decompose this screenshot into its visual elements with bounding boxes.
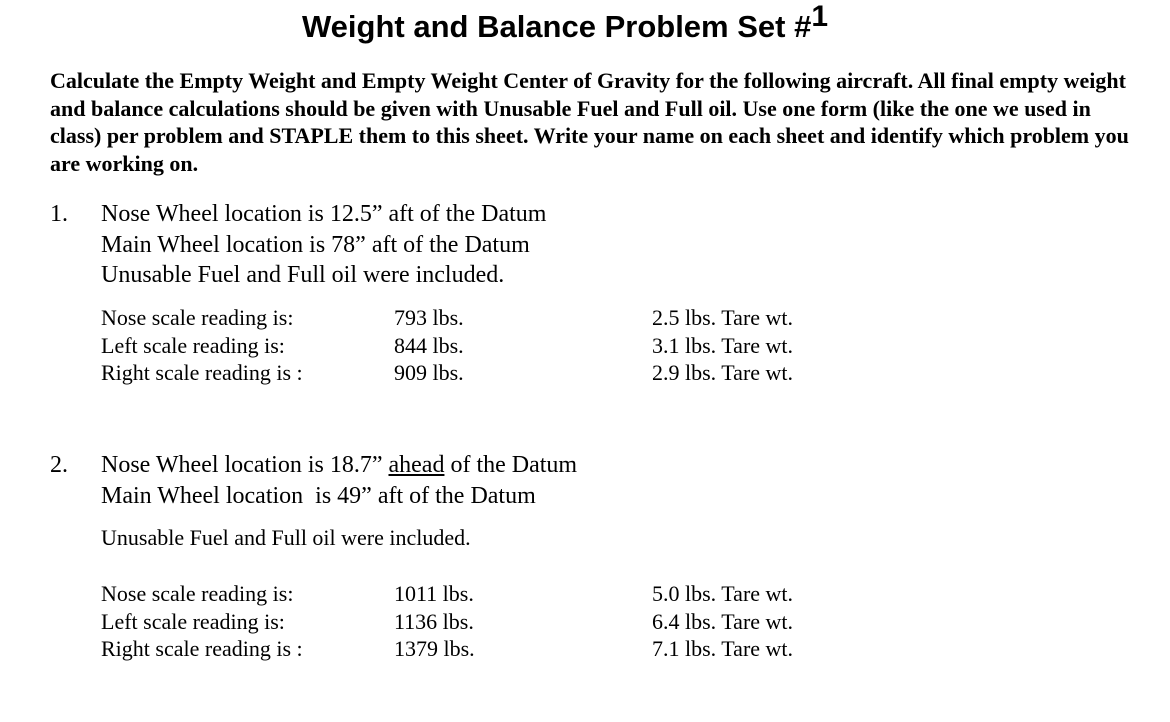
title-text: Weight and Balance Problem Set #	[301, 9, 812, 44]
problem-1-description	[101, 199, 546, 291]
reading-label: Left scale reading is:	[101, 608, 285, 634]
reading-value: 793 lbs.	[394, 305, 464, 330]
problem-2-nose-wheel-line	[101, 450, 577, 481]
reading-label: Right scale reading is :	[101, 636, 303, 662]
problem-1-reading-row-right	[101, 359, 861, 387]
problem-2-reading-row-right	[101, 635, 861, 663]
problem-2-main-wheel-line: Main Wheel location is 49” aft of the Datum	[101, 482, 536, 509]
problem-2-readings	[101, 580, 861, 663]
reading-tare: 2.5 lbs. Tare wt.	[652, 305, 794, 330]
reading-value: 1379 lbs.	[394, 636, 475, 662]
reading-label: Nose scale reading is:	[101, 305, 294, 330]
problem-1-readings	[101, 304, 861, 387]
reading-tare: 6.4 lbs. Tare wt.	[652, 608, 794, 634]
reading-label: Left scale reading is:	[101, 332, 285, 358]
reading-tare: 5.0 lbs. Tare wt.	[652, 581, 794, 606]
reading-tare: 3.1 lbs. Tare wt.	[652, 332, 794, 358]
problem-2-reading-row-left	[101, 608, 861, 636]
problem-1-number: 1.	[50, 201, 68, 227]
page-title	[0, 0, 1130, 46]
line-text: Nose Wheel location is 18.7”	[101, 452, 389, 478]
reading-label: Nose scale reading is:	[101, 581, 294, 606]
problem-1-main-wheel-line: Main Wheel location is 78” aft of the Datum	[101, 231, 530, 258]
title-superscript: 1	[811, 0, 829, 33]
problem-2-fuel-oil-line: Unusable Fuel and Full oil were included.	[101, 525, 471, 550]
problem-2-description	[101, 450, 577, 511]
problem-2-reading-row-nose	[101, 580, 861, 608]
reading-value: 1011 lbs.	[394, 581, 474, 606]
reading-tare: 2.9 lbs. Tare wt.	[652, 360, 794, 386]
reading-value: 1136 lbs.	[394, 608, 474, 634]
line-text: of the Datum	[444, 452, 578, 478]
problem-2-number: 2.	[50, 452, 68, 478]
emphasis-ahead: ahead	[388, 452, 445, 478]
instructions-paragraph: Calculate the Empty Weight and Empty Weight Center of Gravity for the following aircraft. All final empty weight and balance calculations should be given with Unusable Fuel and Full oil. Use one form (like the one we used in class) per problem and STAPLE them to this sheet. Write your name on each sheet and identify which problem you are working on.	[50, 68, 1129, 176]
reading-value: 909 lbs.	[394, 360, 464, 386]
problem-1-reading-row-left	[101, 332, 861, 360]
reading-value: 844 lbs.	[394, 332, 464, 358]
reading-label: Right scale reading is :	[101, 360, 303, 386]
problem-1-reading-row-nose	[101, 304, 861, 332]
problem-1-nose-wheel-line: Nose Wheel location is 12.5” aft of the Datum	[101, 201, 547, 227]
reading-tare: 7.1 lbs. Tare wt.	[652, 636, 794, 662]
problem-1-fuel-oil-line: Unusable Fuel and Full oil were included.	[101, 262, 505, 288]
